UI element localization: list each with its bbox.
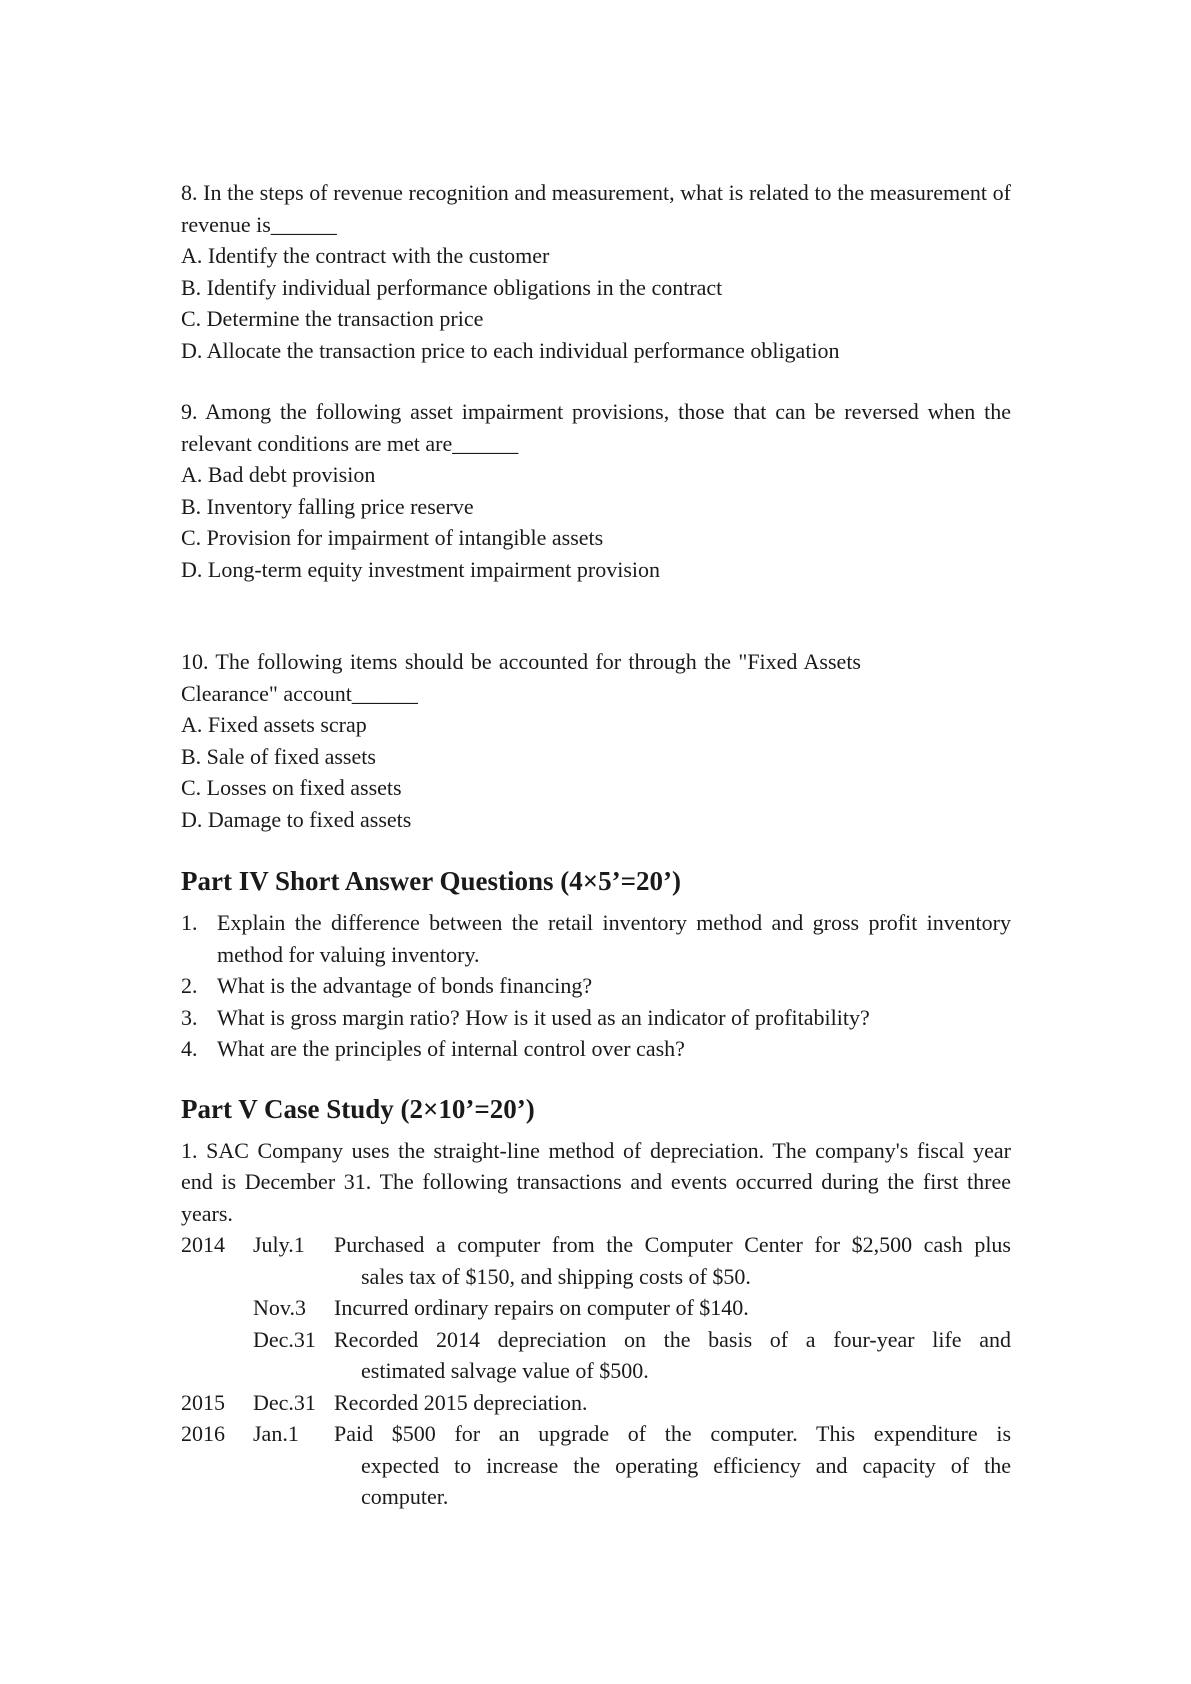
option-c: C. Losses on fixed assets	[181, 775, 402, 800]
transaction-year	[181, 1292, 253, 1324]
transaction-row	[181, 1324, 1011, 1387]
transaction-row	[181, 1292, 1011, 1324]
question-9	[181, 396, 1011, 585]
transaction-year: 2014	[181, 1232, 225, 1257]
question-stem: 10. The following items should be accounted for through the "Fixed Assets Clearance" account______	[181, 649, 861, 706]
description-line: Recorded 2014 depreciation on the basis of a four-year life and	[334, 1326, 1011, 1352]
description-continuation: sales tax of $150, and shipping costs of $50.	[361, 1263, 751, 1289]
option-c: C. Determine the transaction price	[181, 306, 484, 331]
option-b: B. Sale of fixed assets	[181, 743, 376, 769]
transaction-row	[181, 1229, 1011, 1292]
transaction-description	[334, 1229, 1011, 1292]
transaction-description	[334, 1324, 1011, 1387]
transaction-description	[334, 1387, 1011, 1419]
description-continuation: expected to increase the operating efficiency and capacity of the computer.	[361, 1452, 1011, 1509]
item-number: 4.	[181, 1036, 198, 1061]
option-d: D. Damage to fixed assets	[181, 806, 412, 832]
case-intro: 1. SAC Company uses the straight-line method of depreciation. The company's fiscal year end is December 31. The following transactions and events occurred during the first three years.	[181, 1137, 1011, 1226]
transaction-row	[181, 1418, 1011, 1513]
transaction-date: Jan.1	[253, 1421, 299, 1446]
list-item	[181, 1002, 1011, 1034]
transaction-year: 2015	[181, 1389, 225, 1415]
transaction-date: Dec.31	[253, 1389, 316, 1415]
short-answer-list	[181, 907, 1011, 1065]
item-text: What is the advantage of bonds financing?	[217, 973, 593, 998]
part-iv-heading: Part IV Short Answer Questions (4×5’=20’)	[181, 866, 682, 896]
transaction-date: July.1	[253, 1232, 305, 1257]
transaction-list	[181, 1229, 1011, 1513]
description-line: Recorded 2015 depreciation.	[334, 1389, 588, 1415]
description-line: Paid $500 for an upgrade of the computer. This expenditure is	[334, 1421, 1011, 1446]
option-c: C. Provision for impairment of intangible assets	[181, 525, 604, 550]
item-text: What are the principles of internal control over cash?	[217, 1036, 685, 1061]
question-stem: 9. Among the following asset impairment provisions, those that can be reversed when the relevant conditions are met are______	[181, 399, 1011, 456]
option-b: B. Identify individual performance obligations in the contract	[181, 274, 723, 300]
item-number: 3.	[181, 1004, 198, 1030]
description-line: Incurred ordinary repairs on computer of $140.	[334, 1295, 749, 1320]
option-d: D. Allocate the transaction price to each individual performance obligation	[181, 337, 840, 363]
item-number: 2.	[181, 973, 198, 998]
question-stem: 8. In the steps of revenue recognition and measurement, what is related to the measurement of revenue is______	[181, 180, 1011, 237]
option-a: A. Identify the contract with the customer	[181, 243, 550, 268]
item-text: What is gross margin ratio? How is it used as an indicator of profitability?	[217, 1004, 870, 1030]
option-a: A. Fixed assets scrap	[181, 712, 367, 737]
question-8	[181, 177, 1011, 366]
option-a: A. Bad debt provision	[181, 462, 376, 487]
list-item	[181, 970, 1011, 1002]
transaction-year: 2016	[181, 1421, 225, 1446]
description-line: Purchased a computer from the Computer Center for $2,500 cash plus	[334, 1232, 1011, 1257]
item-text: Explain the difference between the retail inventory method and gross profit inventory method for valuing inventory.	[217, 910, 1011, 967]
transaction-description	[334, 1418, 1011, 1513]
transaction-row	[181, 1387, 1011, 1419]
item-number: 1.	[181, 910, 198, 935]
transaction-year	[181, 1324, 253, 1387]
part-v-heading: Part V Case Study (2×10’=20’)	[181, 1093, 535, 1124]
list-item	[181, 907, 1011, 970]
description-continuation: estimated salvage value of $500.	[361, 1358, 649, 1383]
transaction-description	[334, 1292, 1011, 1324]
option-b: B. Inventory falling price reserve	[181, 493, 474, 519]
transaction-date: Dec.31	[253, 1326, 316, 1352]
transaction-date: Nov.3	[253, 1295, 306, 1320]
question-10	[181, 646, 1011, 835]
list-item	[181, 1033, 1011, 1065]
option-d: D. Long-term equity investment impairment provision	[181, 556, 661, 582]
exam-page	[181, 177, 1011, 1513]
